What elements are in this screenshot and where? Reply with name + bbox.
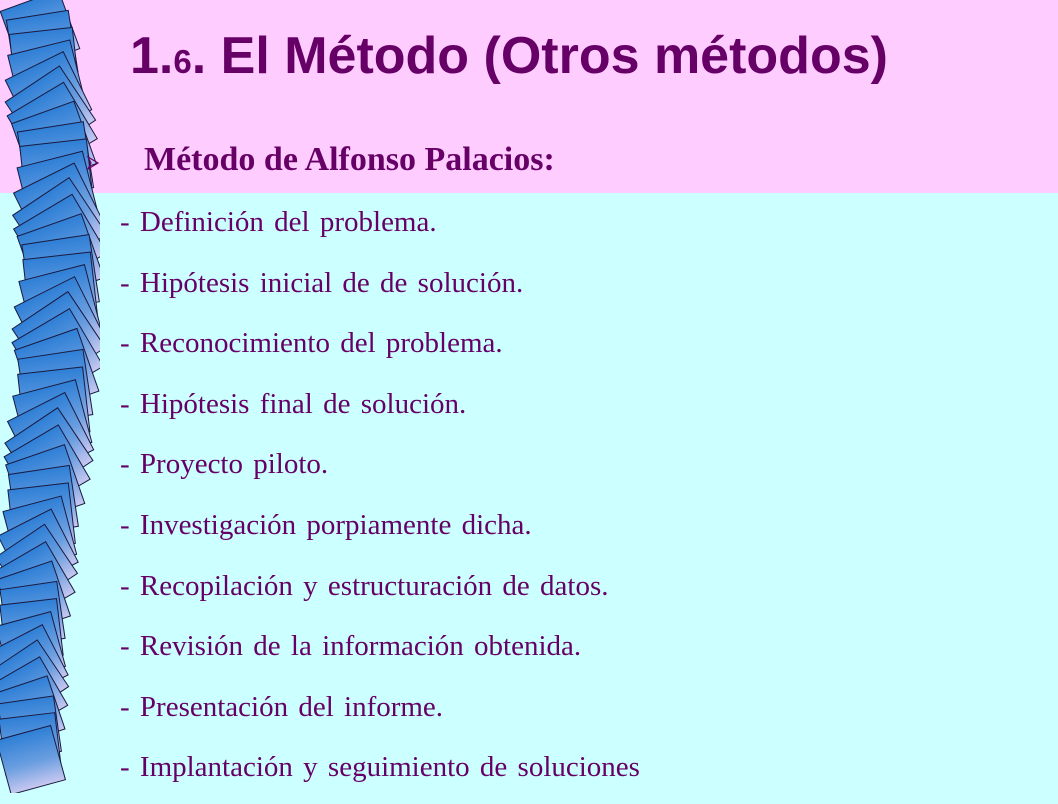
title-prefix: 1. <box>130 27 174 85</box>
list-item: - Proyecto piloto. <box>120 448 329 481</box>
list-item: - Investigación porpiamente dicha. <box>120 508 532 541</box>
slide-title <box>130 28 888 85</box>
list-item: - Hipótesis inicial de de solución. <box>120 266 524 299</box>
method-steps-list <box>120 198 640 804</box>
list-item: - Reconocimiento del problema. <box>120 327 503 360</box>
title-number: 6 <box>173 43 192 80</box>
list-item: - Presentación del informe. <box>120 690 444 723</box>
stacked-squares-decoration <box>0 0 100 793</box>
list-item: - Implantación y seguimiento de soluciones <box>120 751 640 784</box>
list-item: - Recopilación y estructuración de datos. <box>120 569 609 602</box>
list-item: - Definición del problema. <box>120 206 437 238</box>
list-item: - Hipótesis final de solución. <box>120 387 467 420</box>
title-text: . El Método (Otros métodos) <box>191 27 888 85</box>
arrowhead-bullet-icon <box>86 156 100 170</box>
list-item: - Revisión de la información obtenida. <box>120 630 582 663</box>
method-heading: Método de Alfonso Palacios: <box>144 141 555 178</box>
